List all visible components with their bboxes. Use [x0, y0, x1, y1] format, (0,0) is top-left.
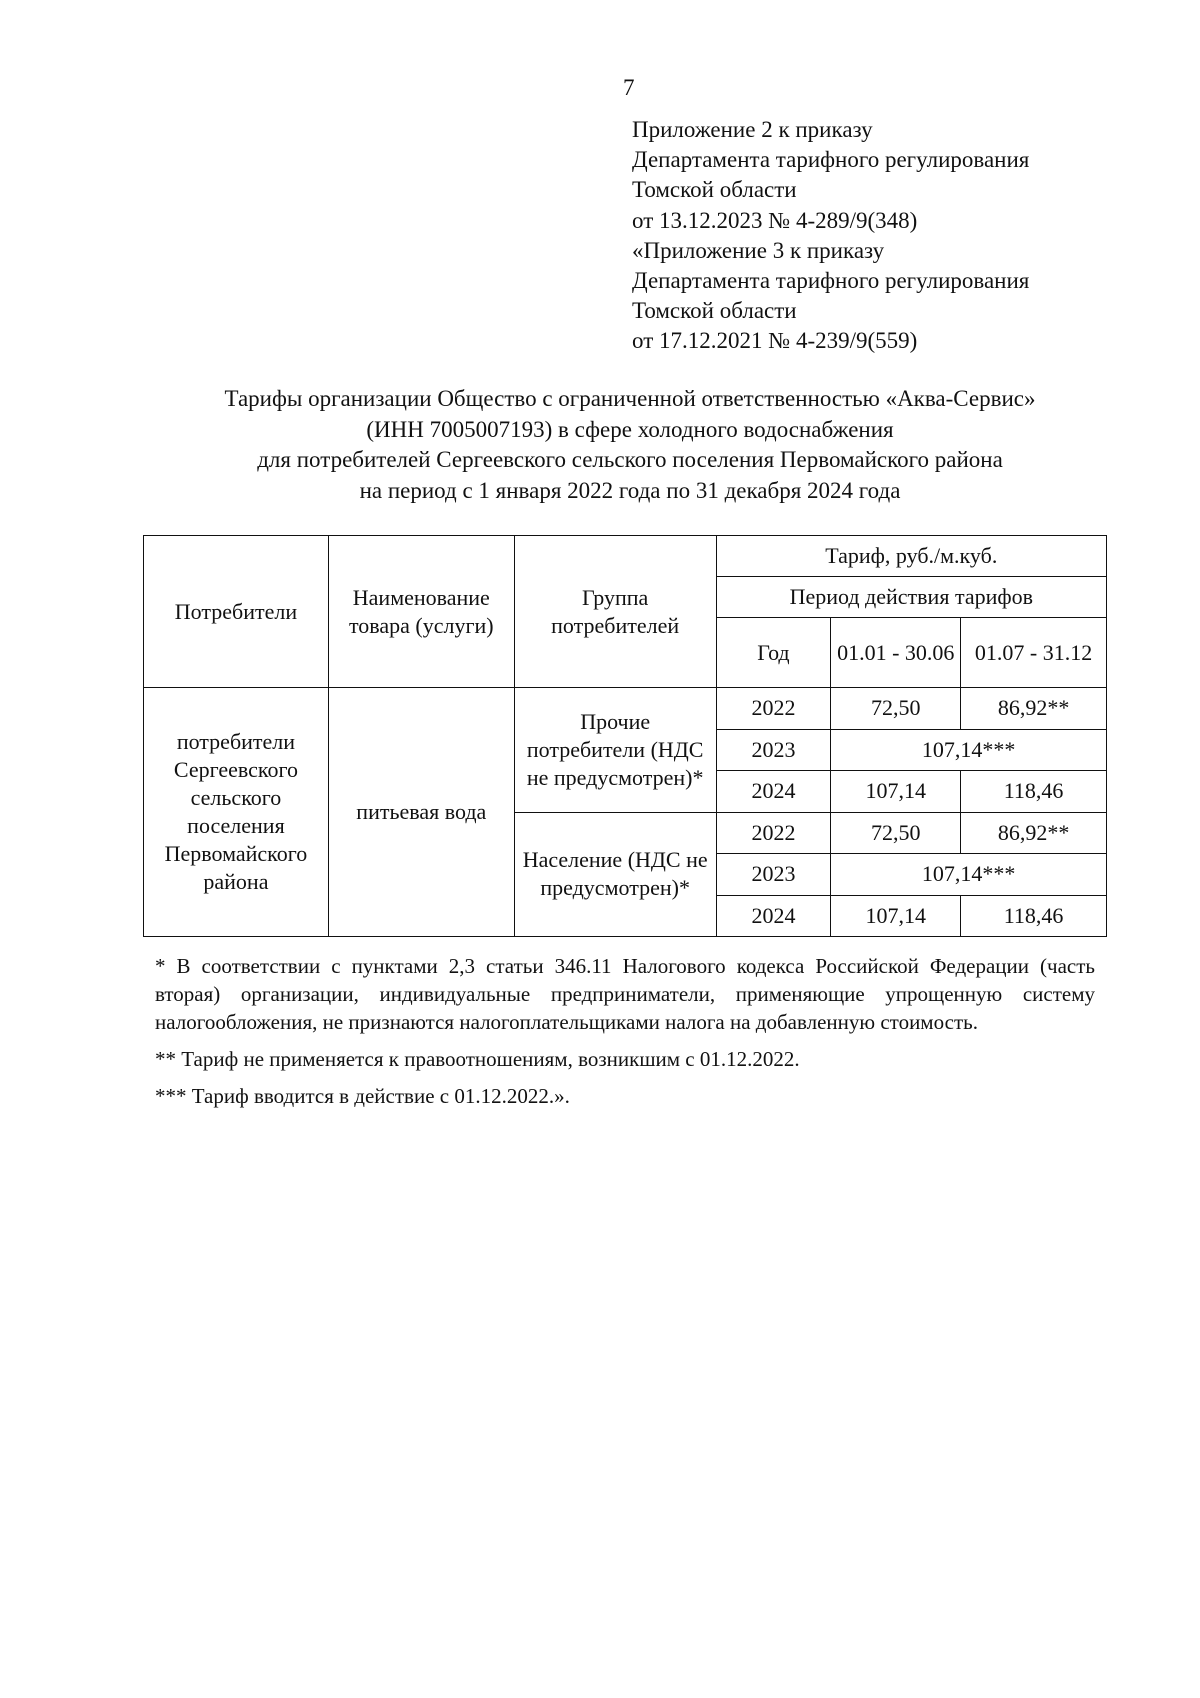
group-cell: Население (НДС не предусмотрен)*: [514, 812, 716, 937]
group-cell: Прочие потребители (НДС не предусмотрен)*: [514, 688, 716, 813]
tariff-half-2-cell: 118,46: [961, 771, 1107, 813]
footnote-2: ** Тариф не применяется к правоотношениям, возникшим с 01.12.2022.: [155, 1047, 800, 1071]
footnote-3: *** Тариф вводится в действие с 01.12.2022.».: [155, 1084, 570, 1108]
appendix-reference: [632, 115, 1152, 357]
header-year: Год: [716, 618, 831, 688]
appendix-line: от 13.12.2023 № 4-289/9(348): [632, 207, 918, 233]
year-cell: 2023: [716, 729, 831, 771]
year-cell: 2022: [716, 688, 831, 730]
appendix-line: от 17.12.2021 № 4-239/9(559): [632, 328, 918, 354]
tariff-half-2-cell: 86,92**: [961, 812, 1107, 854]
tariff-half-1-cell: 72,50: [831, 688, 961, 730]
footnote-1: * В соответствии с пунктами 2,3 статьи 346.11 Налогового кодекса Российской Федерации (часть вторая) организации, индивидуальные предприниматели, применяющие упрощенную систему налогообложения, не признаются налогоплательщиками налога на добавленную стоимость.: [155, 954, 1095, 1034]
tariff-half-1-cell: 72,50: [831, 812, 961, 854]
tariff-half-1-cell: 107,14: [831, 895, 961, 937]
header-half-1: 01.01 - 30.06: [831, 618, 961, 688]
title-line: (ИНН 7005007193) в сфере холодного водоснабжения: [366, 416, 894, 442]
tariff-merged-cell: 107,14***: [831, 854, 1107, 896]
header-consumers: Потребители: [144, 536, 329, 688]
appendix-line: Томской области: [632, 298, 797, 324]
year-cell: 2024: [716, 771, 831, 813]
year-cell: 2022: [716, 812, 831, 854]
page-number: 7: [623, 75, 635, 100]
year-cell: 2024: [716, 895, 831, 937]
tariff-table: [143, 535, 1107, 937]
header-tariff: Тариф, руб./м.куб.: [716, 536, 1106, 577]
title-line: на период с 1 января 2022 года по 31 декабря 2024 года: [359, 477, 901, 503]
tariff-half-2-cell: 118,46: [961, 895, 1107, 937]
header-goods-name: Наименование товара (услуги): [328, 536, 514, 688]
document-title: [100, 384, 1160, 506]
title-line: Тарифы организации Общество с ограниченной ответственностью «Аква-Сервис»: [224, 386, 1036, 411]
appendix-line: «Приложение 3 к приказу: [632, 237, 885, 263]
header-period: Период действия тарифов: [716, 577, 1106, 618]
title-line: для потребителей Сергеевского сельского поселения Первомайского района: [257, 447, 1003, 472]
year-cell: 2023: [716, 854, 831, 896]
tariff-half-1-cell: 107,14: [831, 771, 961, 813]
appendix-line: Приложение 2 к приказу: [632, 117, 873, 142]
tariff-half-2-cell: 86,92**: [961, 688, 1107, 730]
consumers-cell: потребители Сергеевского сельского поселения Первомайского района: [144, 688, 329, 937]
footnotes: [155, 952, 1095, 1110]
tariff-merged-cell: 107,14***: [831, 729, 1107, 771]
appendix-line: Томской области: [632, 177, 797, 203]
header-consumer-group: Группа потребителей: [514, 536, 716, 688]
header-half-2: 01.07 - 31.12: [961, 618, 1107, 688]
appendix-line: Департамента тарифного регулирования: [632, 268, 1030, 294]
appendix-line: Департамента тарифного регулирования: [632, 147, 1030, 173]
goods-cell: питьевая вода: [328, 688, 514, 937]
